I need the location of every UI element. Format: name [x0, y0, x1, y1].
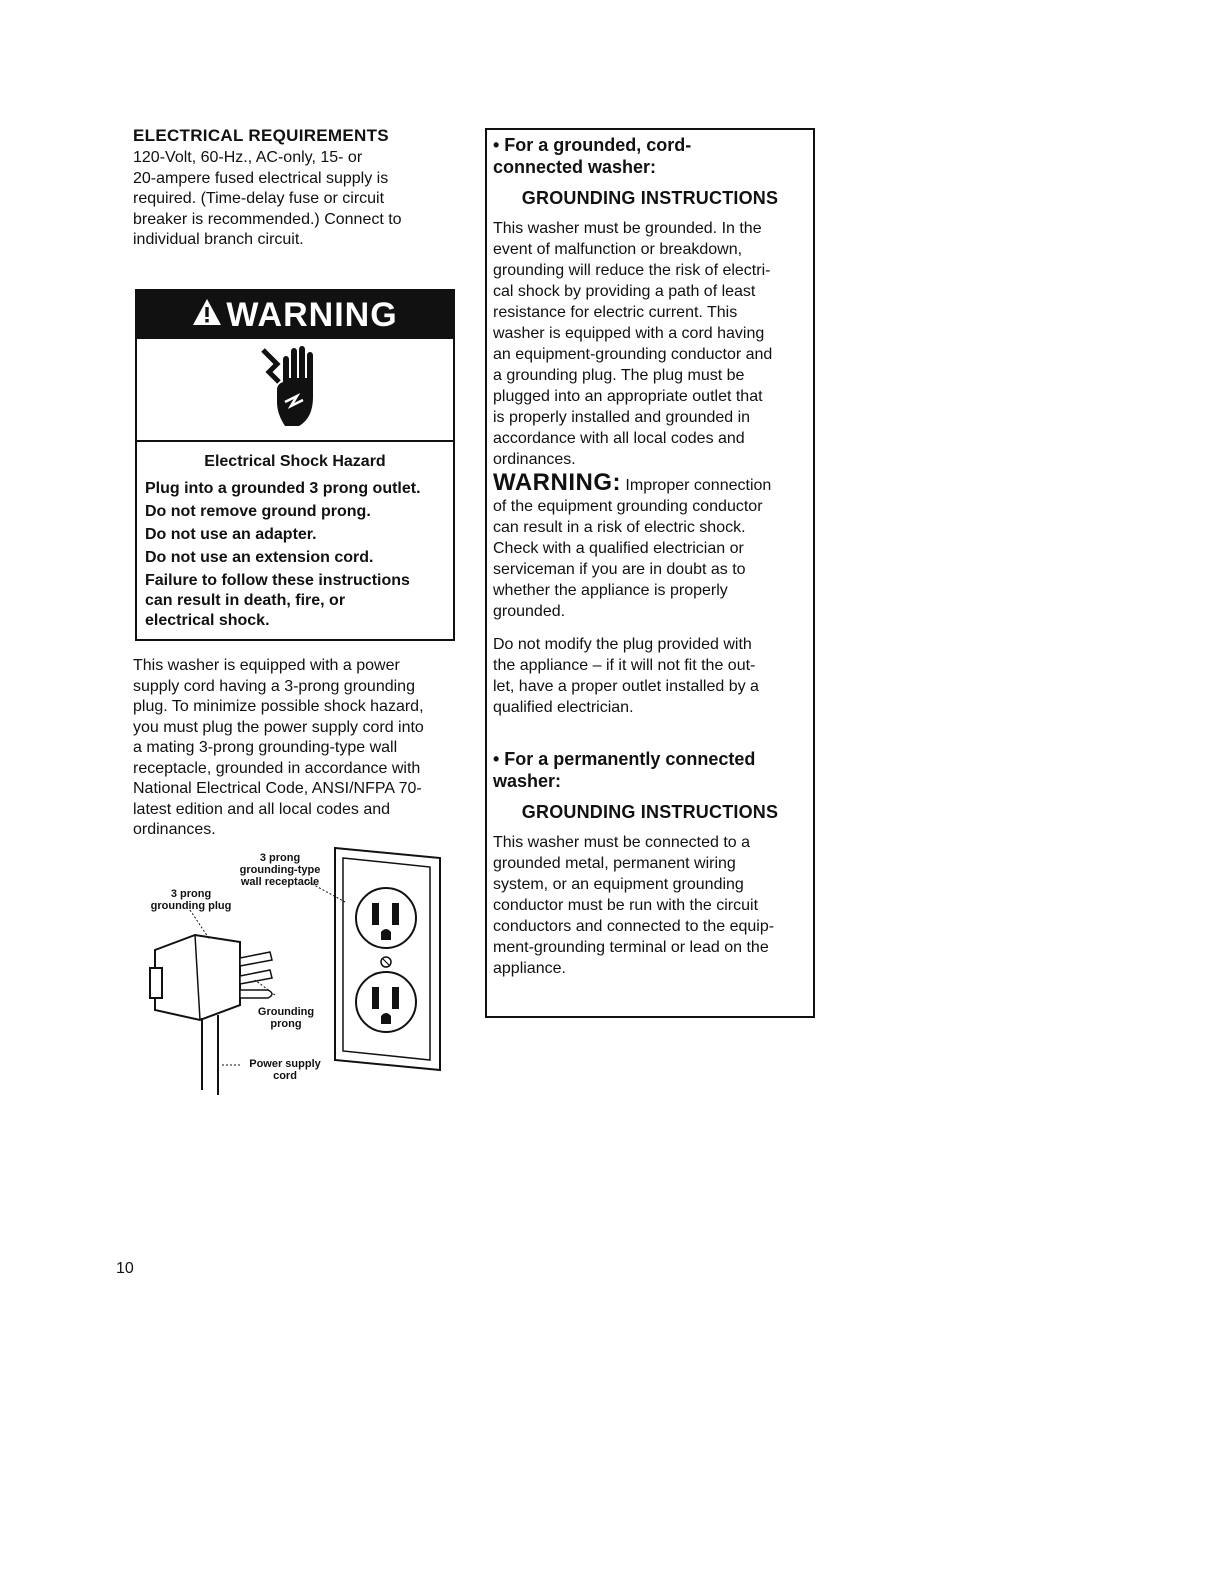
grounded-cord-body: This washer must be grounded. In the event of malfunction or breakdown, grounding will reduce the risk of electri- cal shock by providing a path of least resistance for electric current. This washer is equipped with a cord having an equipment-grounding conductor and a grounding plug. The plug must be plugged into an appropriate outlet that is properly installed and grounded in accordance with all local codes and ordinances. [493, 220, 773, 468]
warning-line: Do not use an adapter. [145, 526, 317, 543]
warning-box [135, 289, 455, 641]
warning-line: Do not use an extension cord. [145, 549, 374, 566]
warning-icon-area [137, 339, 453, 442]
warning-line: Do not remove ground prong. [145, 503, 371, 520]
label-grounding-plug: 3 prong grounding plug [150, 888, 232, 912]
permanent-heading: • For a permanently connected washer: [493, 749, 756, 791]
label-wall-receptacle: 3 prong grounding-type wall receptacle [239, 852, 321, 888]
grounded-cord-heading: • For a grounded, cord- connected washer: [493, 135, 692, 177]
grounding-instructions-heading: GROUNDING INSTRUCTIONS [521, 802, 779, 822]
section-heading: ELECTRICAL REQUIREMENTS [133, 126, 389, 145]
warning-inline-text: Improper connection of the equipment grounding conductor can result in a risk of electric shock. Check with a qualified electrician or serviceman if you are in doubt as to whether the appliance is properly grounded. [493, 477, 772, 620]
warning-banner [137, 291, 453, 339]
electrical-requirements-text: 120-Volt, 60-Hz., AC-only, 15- or 20-ampere fused electrical supply is required. (Time-delay fuse or circuit breaker is recommended.) Connect to individual branch circuit. [133, 149, 402, 248]
warning-triangle-icon [192, 296, 222, 335]
grounding-instructions-heading: GROUNDING INSTRUCTIONS [521, 188, 779, 208]
label-grounding-prong: Grounding prong [257, 1006, 315, 1030]
page-number: 10 [116, 1260, 134, 1277]
warning-line: Failure to follow these instructions can result in death, fire, or electrical shock. [145, 572, 410, 629]
warning-instructions [137, 479, 453, 631]
permanent-body: This washer must be connected to a grounded metal, permanent wiring system, or an equipment grounding conductor must be run with the circuit conductors and connected to the equip- ment-grounding terminal or lead on the appliance. [493, 834, 775, 977]
label-power-supply-cord: Power supply cord [249, 1058, 321, 1082]
warning-banner-label: WARNING [226, 295, 398, 334]
plug-outlet-diagram [140, 840, 450, 1105]
power-cord-paragraph-block [133, 656, 463, 841]
grounding-instructions-box [485, 128, 815, 1018]
power-cord-paragraph: This washer is equipped with a power supply cord having a 3-prong grounding plug. To minimize possible shock hazard, you must plug the power supply cord into a mating 3-prong grounding-type wall receptacle, grounded in accordance with National Electrical Code, ANSI/NFPA 70- latest edition and all local codes and ordinances. [133, 657, 424, 838]
warning-inline-label: WARNING: [493, 469, 621, 496]
hazard-title: Electrical Shock Hazard [204, 453, 386, 470]
warning-line: Plug into a grounded 3 prong outlet. [145, 480, 421, 497]
warning-paragraph [493, 469, 807, 622]
electric-shock-hand-icon [255, 342, 335, 437]
modify-plug-text: Do not modify the plug provided with the appliance – if it will not fit the out- let, have a proper outlet installed by a qualified electrician. [493, 636, 759, 716]
electrical-requirements-section [133, 126, 463, 251]
